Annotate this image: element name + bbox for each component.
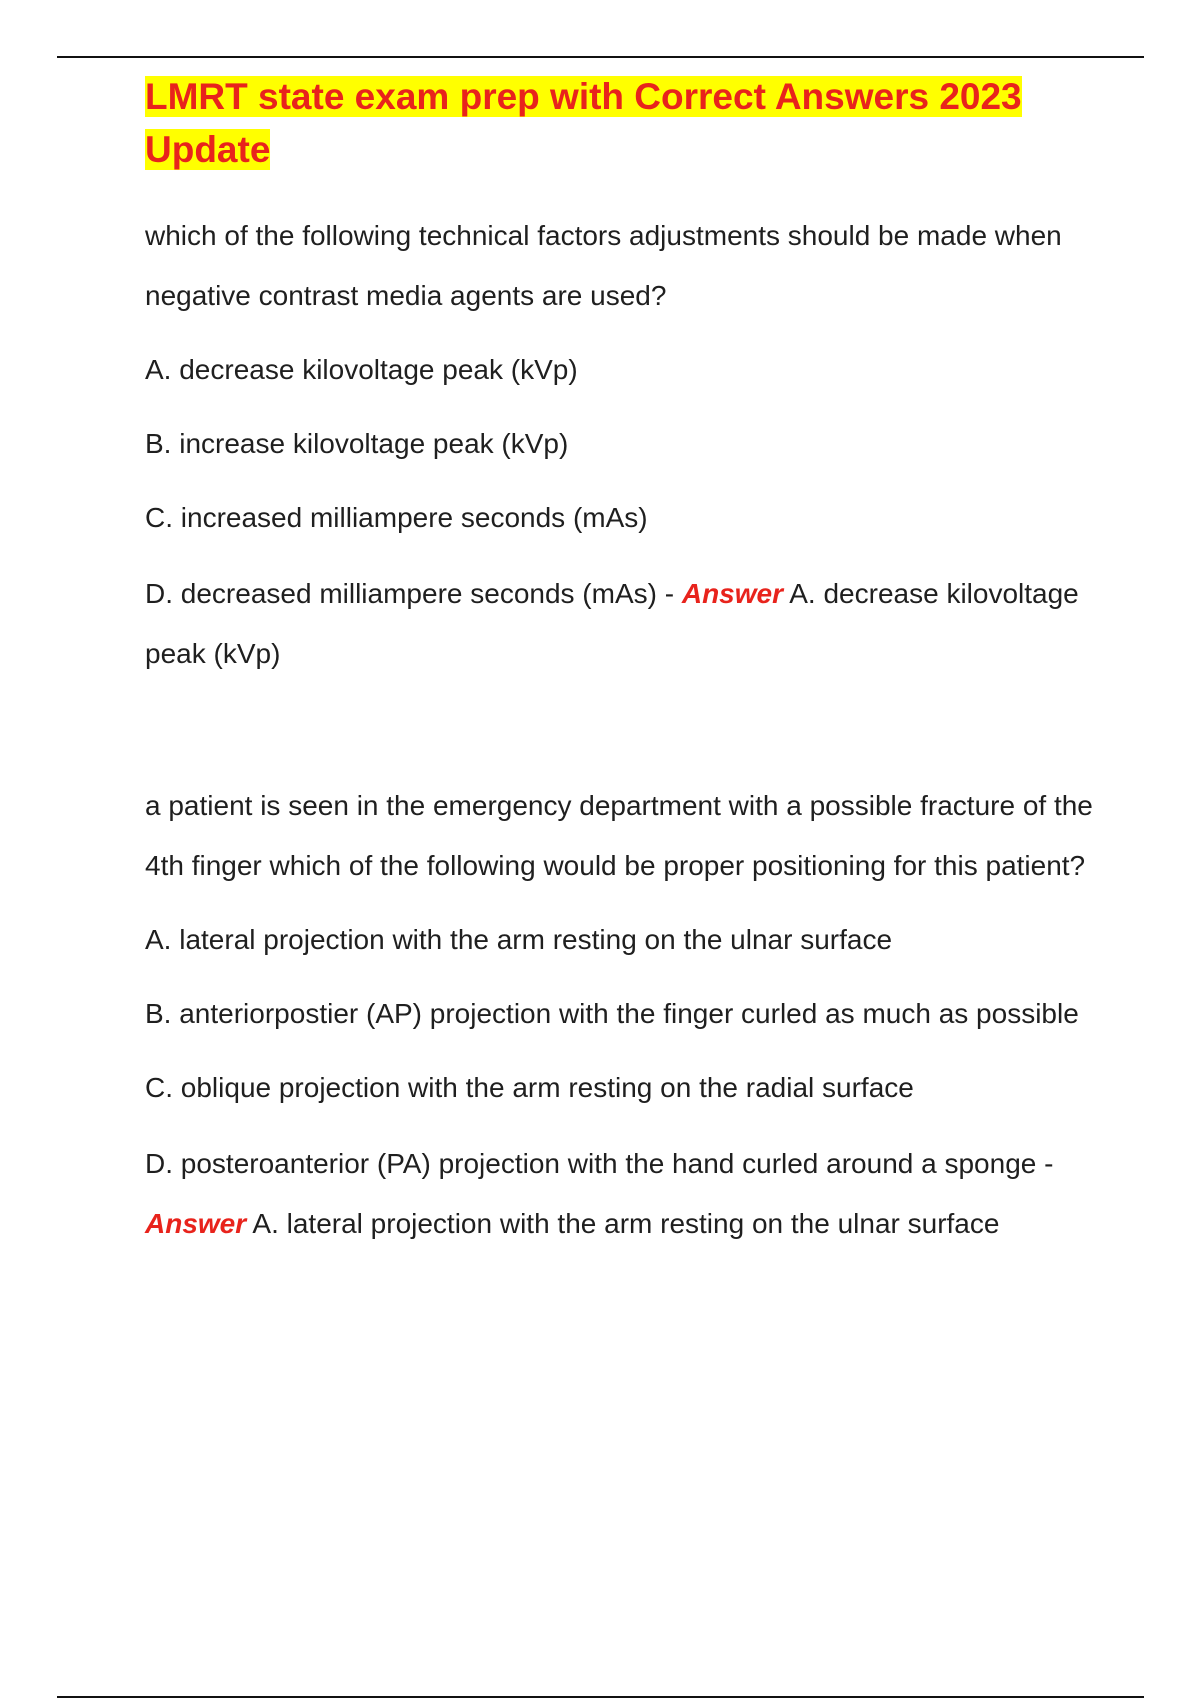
question-1-option-d-with-answer (145, 564, 1100, 684)
answer-label: Answer (145, 1208, 247, 1239)
answer-separator: - (1036, 1148, 1054, 1179)
question-2-option-a: A. lateral projection with the arm resting on the ulnar surface (145, 924, 893, 955)
question-2-option-d-with-answer (145, 1134, 1100, 1254)
question-1-answer: A. decrease kilovoltage peak (kVp) (145, 578, 1079, 669)
title-highlight: LMRT state exam prep with Correct Answers 2023 Update (145, 76, 1022, 170)
question-2 (145, 776, 1100, 1254)
answer-label: Answer (681, 578, 784, 609)
top-rule (57, 56, 1144, 58)
question-2-option-d: D. posteroanterior (PA) projection with the hand curled around a sponge (145, 1148, 1037, 1179)
document-body (145, 70, 1100, 1254)
question-1-option-a: A. decrease kilovoltage peak (kVp) (145, 354, 578, 385)
question-1-option-c: C. increased milliampere seconds (mAs) (145, 502, 648, 533)
question-1-option-d: D. decreased milliampere seconds (mAs) (145, 578, 657, 609)
question-1-option-b: B. increase kilovoltage peak (kVp) (145, 428, 569, 459)
question-1 (145, 206, 1100, 684)
question-1-stem: which of the following technical factors adjustments should be made when negative contrast media agents are used? (145, 220, 1062, 311)
question-2-stem: a patient is seen in the emergency department with a possible fracture of the 4th finger which of the following would be proper positioning for this patient? (145, 790, 1093, 881)
question-2-option-c: C. oblique projection with the arm resting on the radial surface (145, 1072, 914, 1103)
question-spacer (145, 684, 1100, 776)
document-title (145, 70, 1100, 176)
question-2-answer: A. lateral projection with the arm resting on the ulnar surface (252, 1208, 1000, 1239)
bottom-rule (57, 1696, 1144, 1698)
question-2-option-b: B. anteriorpostier (AP) projection with the finger curled as much as possible (145, 998, 1079, 1029)
answer-separator: - (656, 578, 682, 609)
